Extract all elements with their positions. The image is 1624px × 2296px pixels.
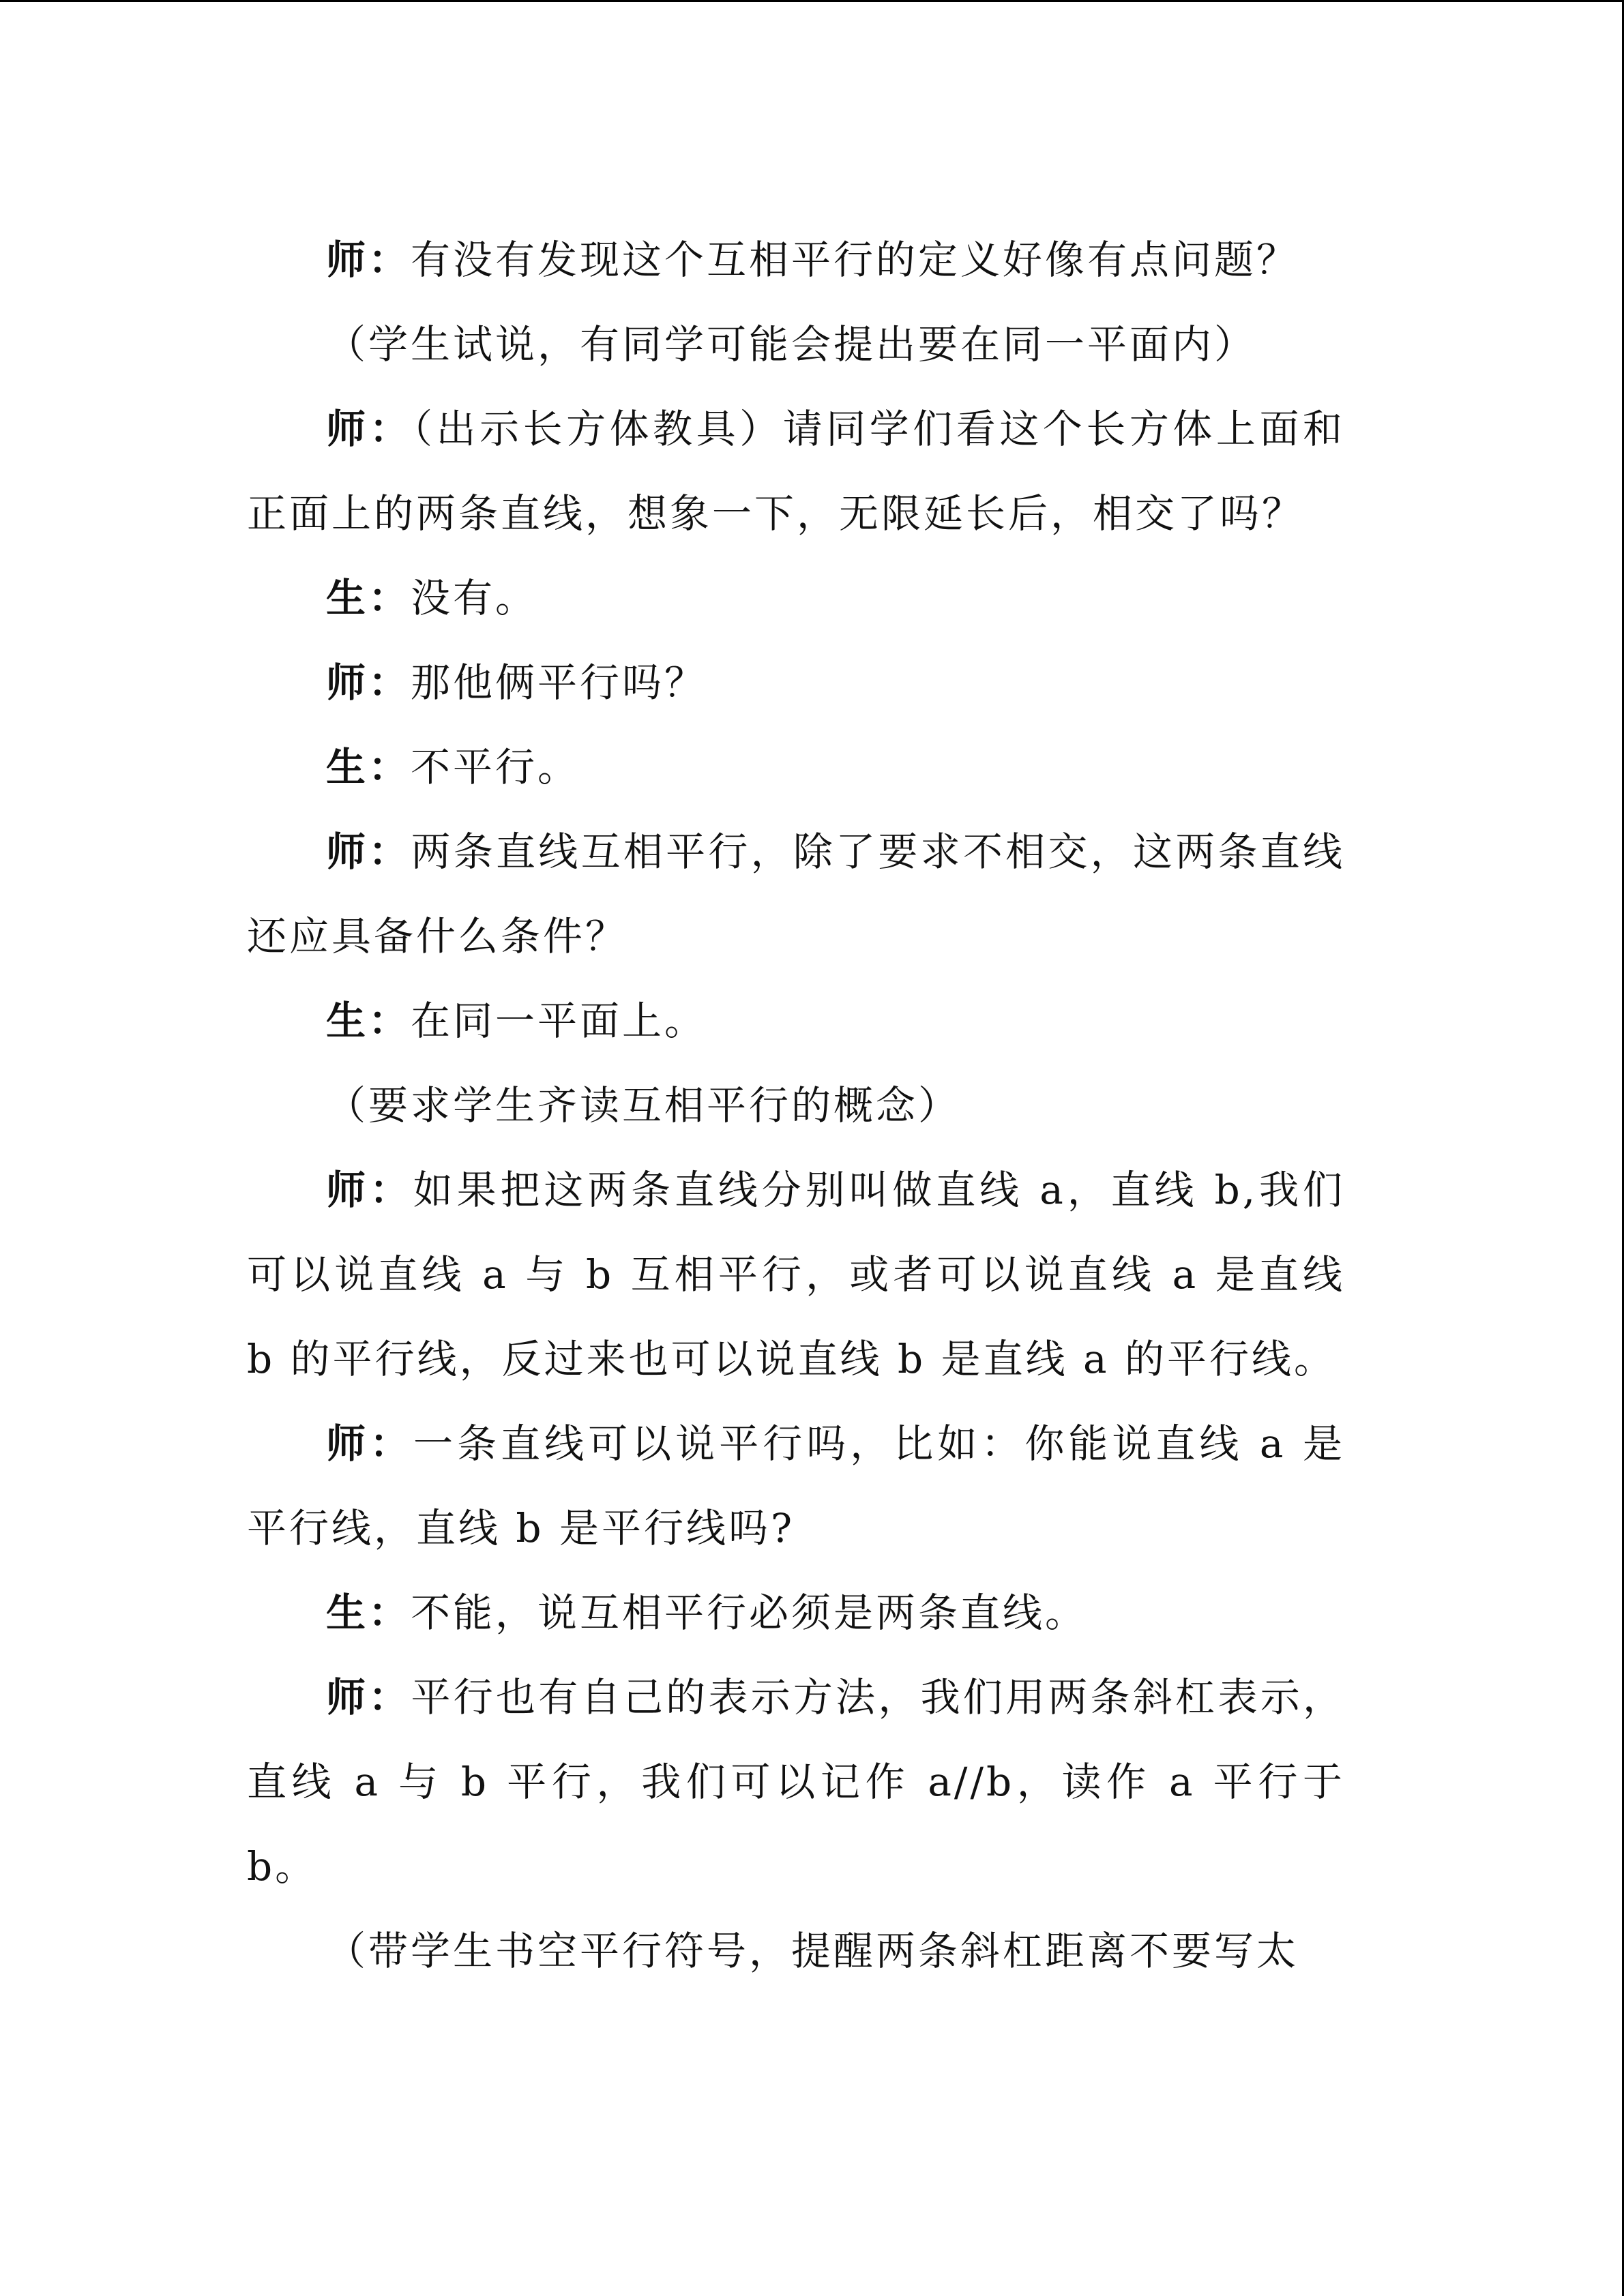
paragraph-11	[247, 1401, 1345, 1570]
paragraph-6	[247, 725, 1345, 809]
paragraph-text: 不平行。	[411, 744, 580, 790]
speaker-label: 生：	[326, 1590, 411, 1636]
paragraph-3	[247, 387, 1345, 556]
paragraph-text: 有没有发现这个互相平行的定义好像有点问题？	[411, 237, 1299, 283]
paragraph-12	[247, 1570, 1345, 1655]
paragraph-text: 一条直线可以说平行吗，比如：你能说直线 a 是平行线，直线 b 是平行线吗?	[247, 1420, 1345, 1551]
speaker-label: 师：	[326, 1420, 414, 1467]
document-body	[247, 218, 1345, 1993]
speaker-label: 师：	[326, 237, 411, 283]
speaker-label: 师：	[326, 829, 411, 875]
paragraph-text: 不能，说互相平行必须是两条直线。	[411, 1590, 1088, 1636]
speaker-label: 生：	[326, 575, 411, 621]
paragraph-text: （出示长方体教具）请同学们看这个长方体上面和正面上的两条直线，想象一下，无限延长后，相交了吗？	[247, 406, 1345, 537]
paragraph-14	[247, 1909, 1345, 1993]
paragraph-text: （学生试说，有同学可能会提出要在同一平面内）	[326, 321, 1257, 368]
paragraph-text: （要求学生齐读互相平行的概念）	[326, 1082, 961, 1129]
paragraph-text: （带学生书空平行符号，提醒两条斜杠距离不要写太	[326, 1928, 1299, 1974]
speaker-label: 师：	[326, 1167, 413, 1213]
paragraph-text: 如果把这两条直线分别叫做直线 a，直线 b,我们可以说直线 a 与 b 互相平行，或者可以说直线 a 是直线 b 的平行线，反过来也可以说直线 b 是直线 a 的平行线。	[247, 1167, 1345, 1382]
paragraph-7	[247, 809, 1345, 979]
speaker-label: 师：	[326, 659, 411, 706]
speaker-label: 生：	[326, 744, 411, 790]
paragraph-13	[247, 1655, 1345, 1909]
paragraph-text: 平行也有自己的表示方法，我们用两条斜杠表示，直线 a 与 b 平行，我们可以记作 a//b，读作 a 平行于 b。	[247, 1674, 1345, 1890]
speaker-label: 生：	[326, 998, 411, 1044]
speaker-label: 师：	[326, 406, 413, 452]
paragraph-text: 两条直线互相平行，除了要求不相交，这两条直线还应具备什么条件？	[247, 829, 1345, 959]
paragraph-10	[247, 1148, 1345, 1401]
paragraph-text: 那他俩平行吗？	[411, 659, 707, 706]
paragraph-text: 没有。	[411, 575, 538, 621]
paragraph-8	[247, 979, 1345, 1063]
paragraph-1	[247, 218, 1345, 302]
speaker-label: 师：	[326, 1674, 411, 1720]
paragraph-2	[247, 302, 1345, 387]
paragraph-4	[247, 556, 1345, 640]
paragraph-9	[247, 1063, 1345, 1148]
paragraph-5	[247, 640, 1345, 725]
paragraph-text: 在同一平面上。	[411, 998, 707, 1044]
